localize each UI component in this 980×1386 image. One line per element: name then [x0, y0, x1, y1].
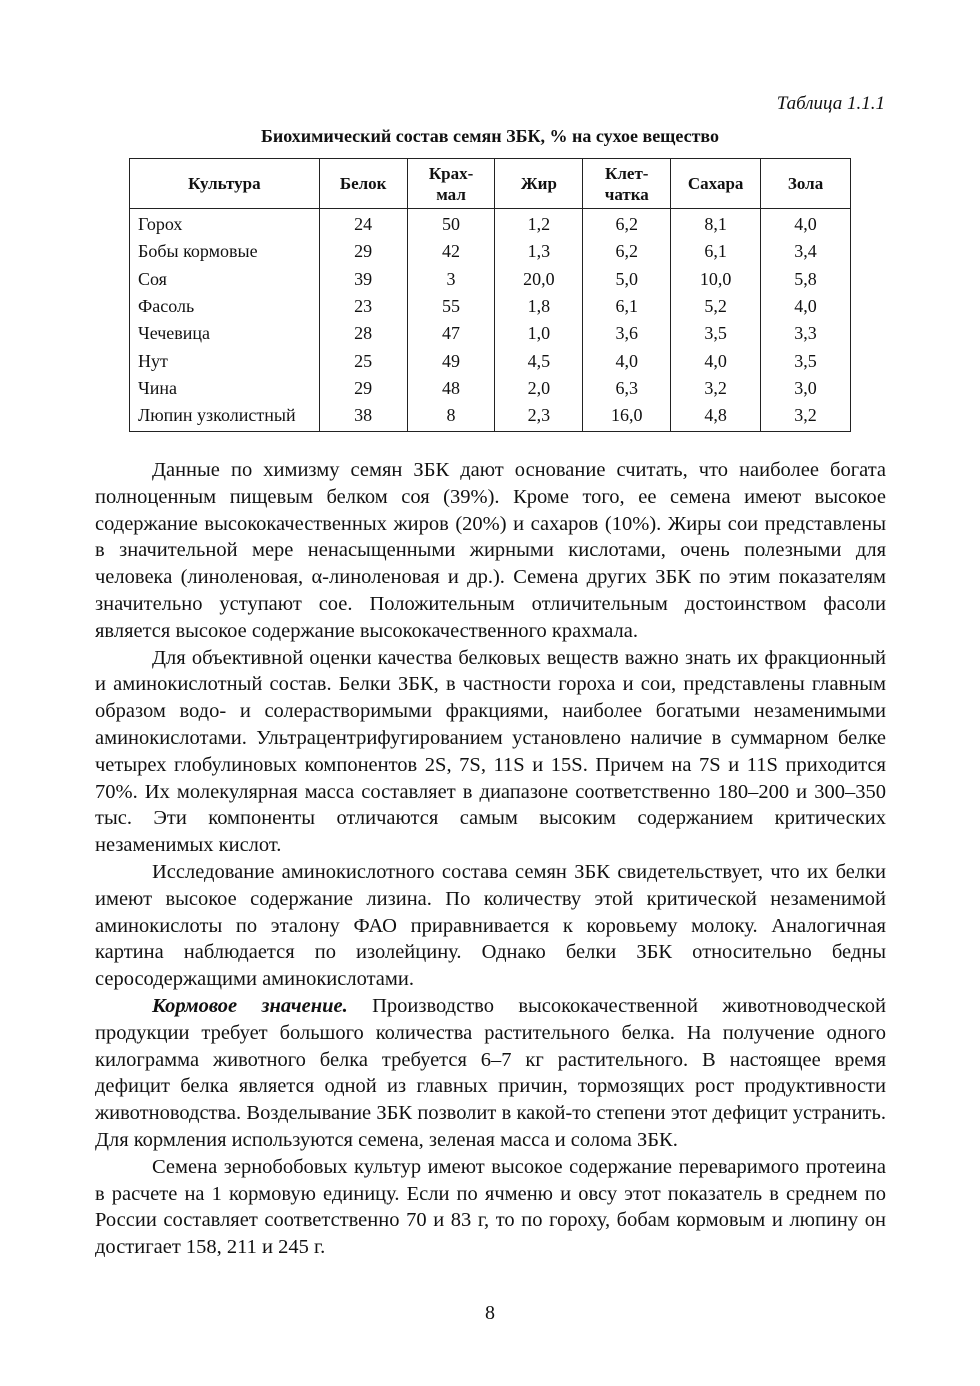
table-cell-value: 47 [407, 320, 495, 347]
table-cell-value: 4,0 [671, 347, 761, 374]
table-cell-culture: Бобы кормовые [130, 238, 320, 265]
header-sugars: Сахара [671, 159, 761, 209]
table-cell-value: 3,3 [761, 320, 851, 347]
table-cell-value: 6,2 [583, 238, 671, 265]
table-cell-value: 6,2 [583, 209, 671, 239]
page-number: 8 [485, 1302, 495, 1324]
paragraph-text: Производство высококачественной животноводческой продукции требует большого количества растительного белка. На получение одного килограмма животного белка требуется 6–7 кг растительного. В настоящее время дефицит белка является одной из главных причин, тормозящих рост продуктивности животноводства. Возделывание ЗБК позволит в какой-то степени этот дефицит устранить. Для кормления используются семена, зеленая масса и солома ЗБК. [95, 994, 886, 1151]
table-cell-value: 3,2 [761, 402, 851, 432]
table-row [130, 320, 851, 347]
table-cell-value: 5,0 [583, 266, 671, 293]
paragraph [95, 993, 886, 1154]
table-cell-value: 3,4 [761, 238, 851, 265]
paragraph [95, 859, 886, 993]
table-row [130, 266, 851, 293]
header-fiber: Клет- чатка [583, 159, 671, 209]
composition-table [129, 158, 851, 432]
paragraph [95, 645, 886, 859]
header-starch: Крах- мал [407, 159, 495, 209]
table-header-row [130, 159, 851, 209]
table-cell-value: 4,5 [495, 347, 583, 374]
table-cell-value: 8,1 [671, 209, 761, 239]
paragraph-text: Семена зернобобовых культур имеют высокое содержание переваримого протеина в расчете на 1 кормовую единицу. Если по ячменю и овсу этот показатель в среднем по России составляет соответственно 70 и 83 г, то по гороху, бобам кормовым и люпину он достигает 158, 211 и 245 г. [95, 1155, 886, 1259]
table-cell-value: 3,5 [671, 320, 761, 347]
table-cell-culture: Нут [130, 347, 320, 374]
table-cell-value: 3,6 [583, 320, 671, 347]
table-cell-value: 28 [319, 320, 407, 347]
table-body [130, 209, 851, 432]
table-cell-value: 6,1 [583, 293, 671, 320]
table-cell-value: 3,0 [761, 375, 851, 402]
body-text [95, 457, 886, 1261]
table-cell-value: 1,3 [495, 238, 583, 265]
table-cell-value: 4,0 [761, 209, 851, 239]
table-cell-value: 25 [319, 347, 407, 374]
table-cell-culture: Фасоль [130, 293, 320, 320]
table-cell-value: 3,2 [671, 375, 761, 402]
table-cell-value: 1,8 [495, 293, 583, 320]
header-ash: Зола [761, 159, 851, 209]
table-cell-value: 23 [319, 293, 407, 320]
table-cell-culture: Чина [130, 375, 320, 402]
table-cell-value: 49 [407, 347, 495, 374]
table-cell-value: 4,0 [583, 347, 671, 374]
table-cell-value: 8 [407, 402, 495, 432]
paragraph [95, 457, 886, 645]
table-cell-value: 6,1 [671, 238, 761, 265]
table-row [130, 209, 851, 239]
table-cell-value: 4,8 [671, 402, 761, 432]
table-cell-value: 5,2 [671, 293, 761, 320]
table-cell-value: 2,3 [495, 402, 583, 432]
header-fat: Жир [495, 159, 583, 209]
table-row [130, 375, 851, 402]
table-cell-value: 5,8 [761, 266, 851, 293]
table-cell-culture: Чечевица [130, 320, 320, 347]
table-cell-value: 24 [319, 209, 407, 239]
header-culture: Культура [130, 159, 320, 209]
table-cell-value: 16,0 [583, 402, 671, 432]
table-cell-value: 29 [319, 375, 407, 402]
table-row [130, 347, 851, 374]
paragraph-text: Данные по химизму семян ЗБК дают основание считать, что наиболее богата полноценным пищевым белком соя (39%). Кроме того, ее семена имеют высокое содержание высококачественных жиров (20%) и сахаров (10%). Жиры сои представлены в значительной мере ненасыщенными жирными кислотами, очень полезными для человека (линоленовая, α-линоленовая и др.). Семена других ЗБК по этим показателям значительно уступают сое. Положительным отличительным достоинством фасоли является высокое содержание высококачественного крахмала. [95, 459, 886, 642]
table-cell-value: 1,2 [495, 209, 583, 239]
table-row [130, 293, 851, 320]
paragraph-run-in-heading: Кормовое значение. [152, 994, 348, 1017]
table-cell-value: 55 [407, 293, 495, 320]
table-row [130, 402, 851, 432]
table-cell-value: 38 [319, 402, 407, 432]
header-protein: Белок [319, 159, 407, 209]
table-cell-value: 29 [319, 238, 407, 265]
table-cell-value: 48 [407, 375, 495, 402]
paragraph-text: Исследование аминокислотного состава семян ЗБК свидетельствует, что их белки имеют высокое содержание лизина. По количеству этой критической незаменимой аминокислоты по эталону ФАО приравнивается к коровьему молоку. Аналогичная картина наблюдается по изолейцину. Однако белки ЗБК относительно бедны серосодержащими аминокислотами. [95, 860, 886, 991]
table-cell-value: 42 [407, 238, 495, 265]
table-cell-value: 39 [319, 266, 407, 293]
paragraph [95, 1154, 886, 1261]
table-cell-value: 50 [407, 209, 495, 239]
table-row [130, 238, 851, 265]
paragraph-text: Для объективной оценки качества белковых веществ важно знать их фракционный и аминокислотный состав. Белки ЗБК, в частности гороха и сои, представлены главным образом водо- и солерастворимыми фракциями, наиболее богатыми незаменимыми аминокислотами. Ультрацентрифугированием установлено наличие в суммарном белке четырех глобулиновых компонентов 2S, 7S, 11S и 15S. Причем на 7S и 11S приходится 70%. Их молекулярная масса составляет в диапазоне соответственно 180–200 и 300–350 тыс. Эти компоненты отличаются самым высоким содержанием критических незаменимых кислот. [95, 646, 886, 857]
table-label: Таблица 1.1.1 [776, 93, 885, 114]
table-cell-culture: Люпин узколистный [130, 402, 320, 432]
table-cell-value: 20,0 [495, 266, 583, 293]
table-cell-culture: Соя [130, 266, 320, 293]
table-cell-value: 3 [407, 266, 495, 293]
table-cell-value: 1,0 [495, 320, 583, 347]
table-cell-culture: Горох [130, 209, 320, 239]
table-cell-value: 2,0 [495, 375, 583, 402]
table-cell-value: 4,0 [761, 293, 851, 320]
table-cell-value: 6,3 [583, 375, 671, 402]
table-title: Биохимический состав семян ЗБК, % на сухое вещество [260, 126, 720, 146]
table-cell-value: 10,0 [671, 266, 761, 293]
table-cell-value: 3,5 [761, 347, 851, 374]
